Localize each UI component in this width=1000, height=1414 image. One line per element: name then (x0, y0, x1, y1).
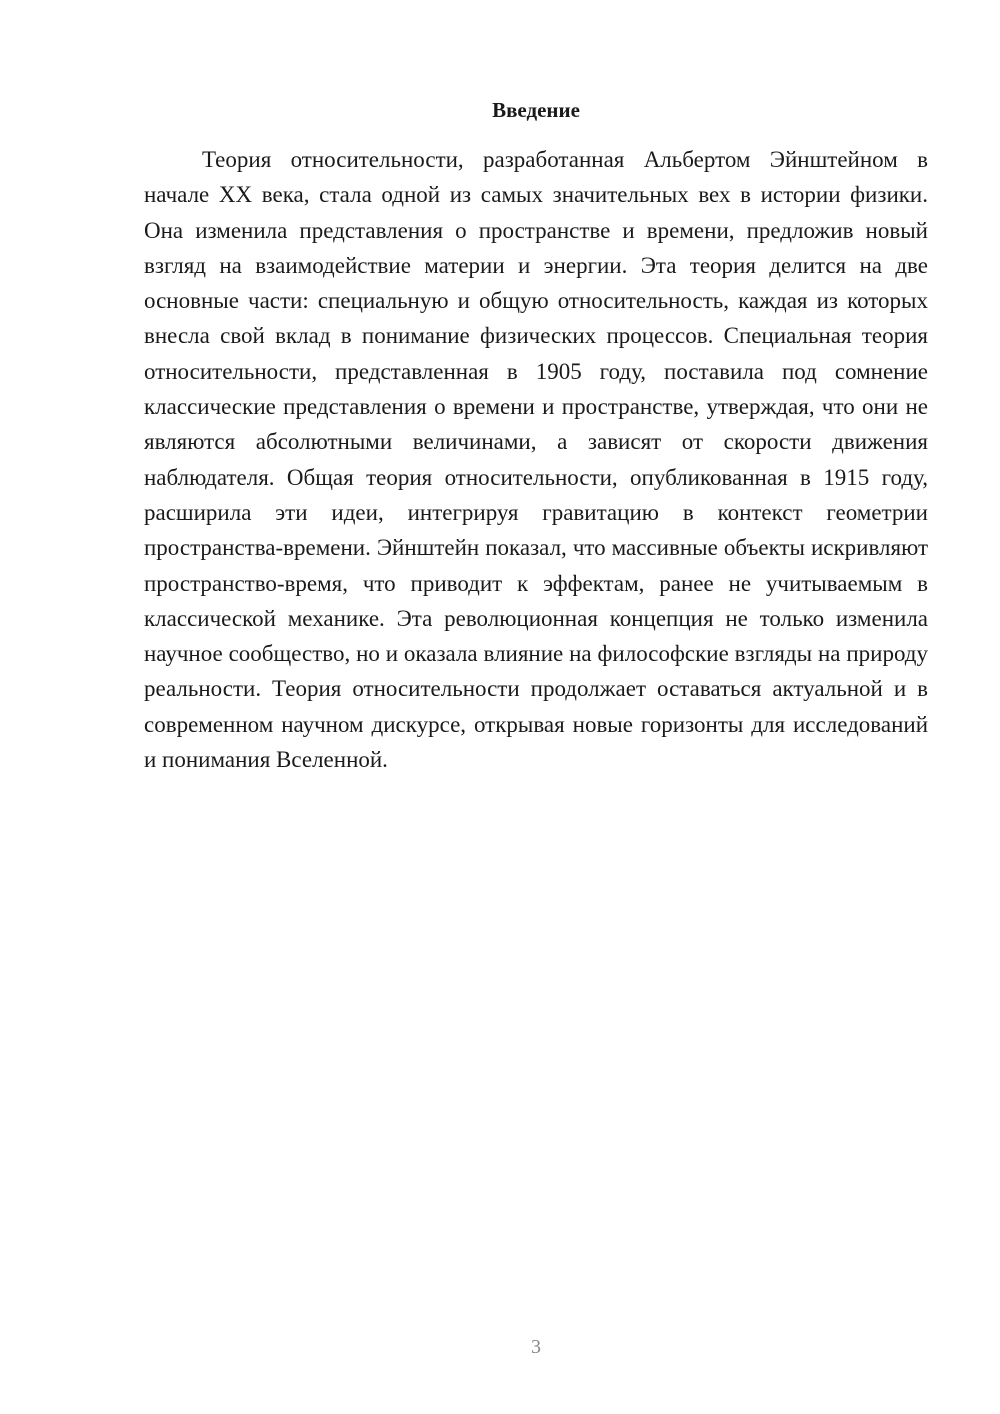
section-title: Введение (492, 98, 580, 122)
body-paragraph: Теория относительности, разработанная Альбертом Эйнштейном в начале XX века, стала одной из самых значительных вех в истории физики. Она изменила представления о пространстве и времени, предложив новый взгляд на взаимодействие материи и энергии. Эта теория делится на две основные части: специальную и общую относительность, каждая из которых внесла свой вклад в понимание физических процессов. Специальная теория относительности, представленная в 1905 году, поставила под сомнение классические представления о времени и пространстве, утверждая, что они не являются абсолютными величинами, а зависят от скорости движения наблюдателя. Общая теория относительности, опубликованная в 1915 году, расширила эти идеи, интегрируя гравитацию в контекст геометрии пространства-времени. Эйнштейн показал, что массивные объекты искривляют пространство-время, что приводит к эффектам, ранее не учитываемым в классической механике. Эта революционная концепция не только изменила научное сообщество, но и оказала влияние на философские взгляды на природу реальности. Теория относительности продолжает оставаться актуальной и в современном научном дискурсе, открывая новые горизонты для исследований и понимания Вселенной. (144, 147, 928, 773)
page-number: 3 (531, 1336, 541, 1358)
